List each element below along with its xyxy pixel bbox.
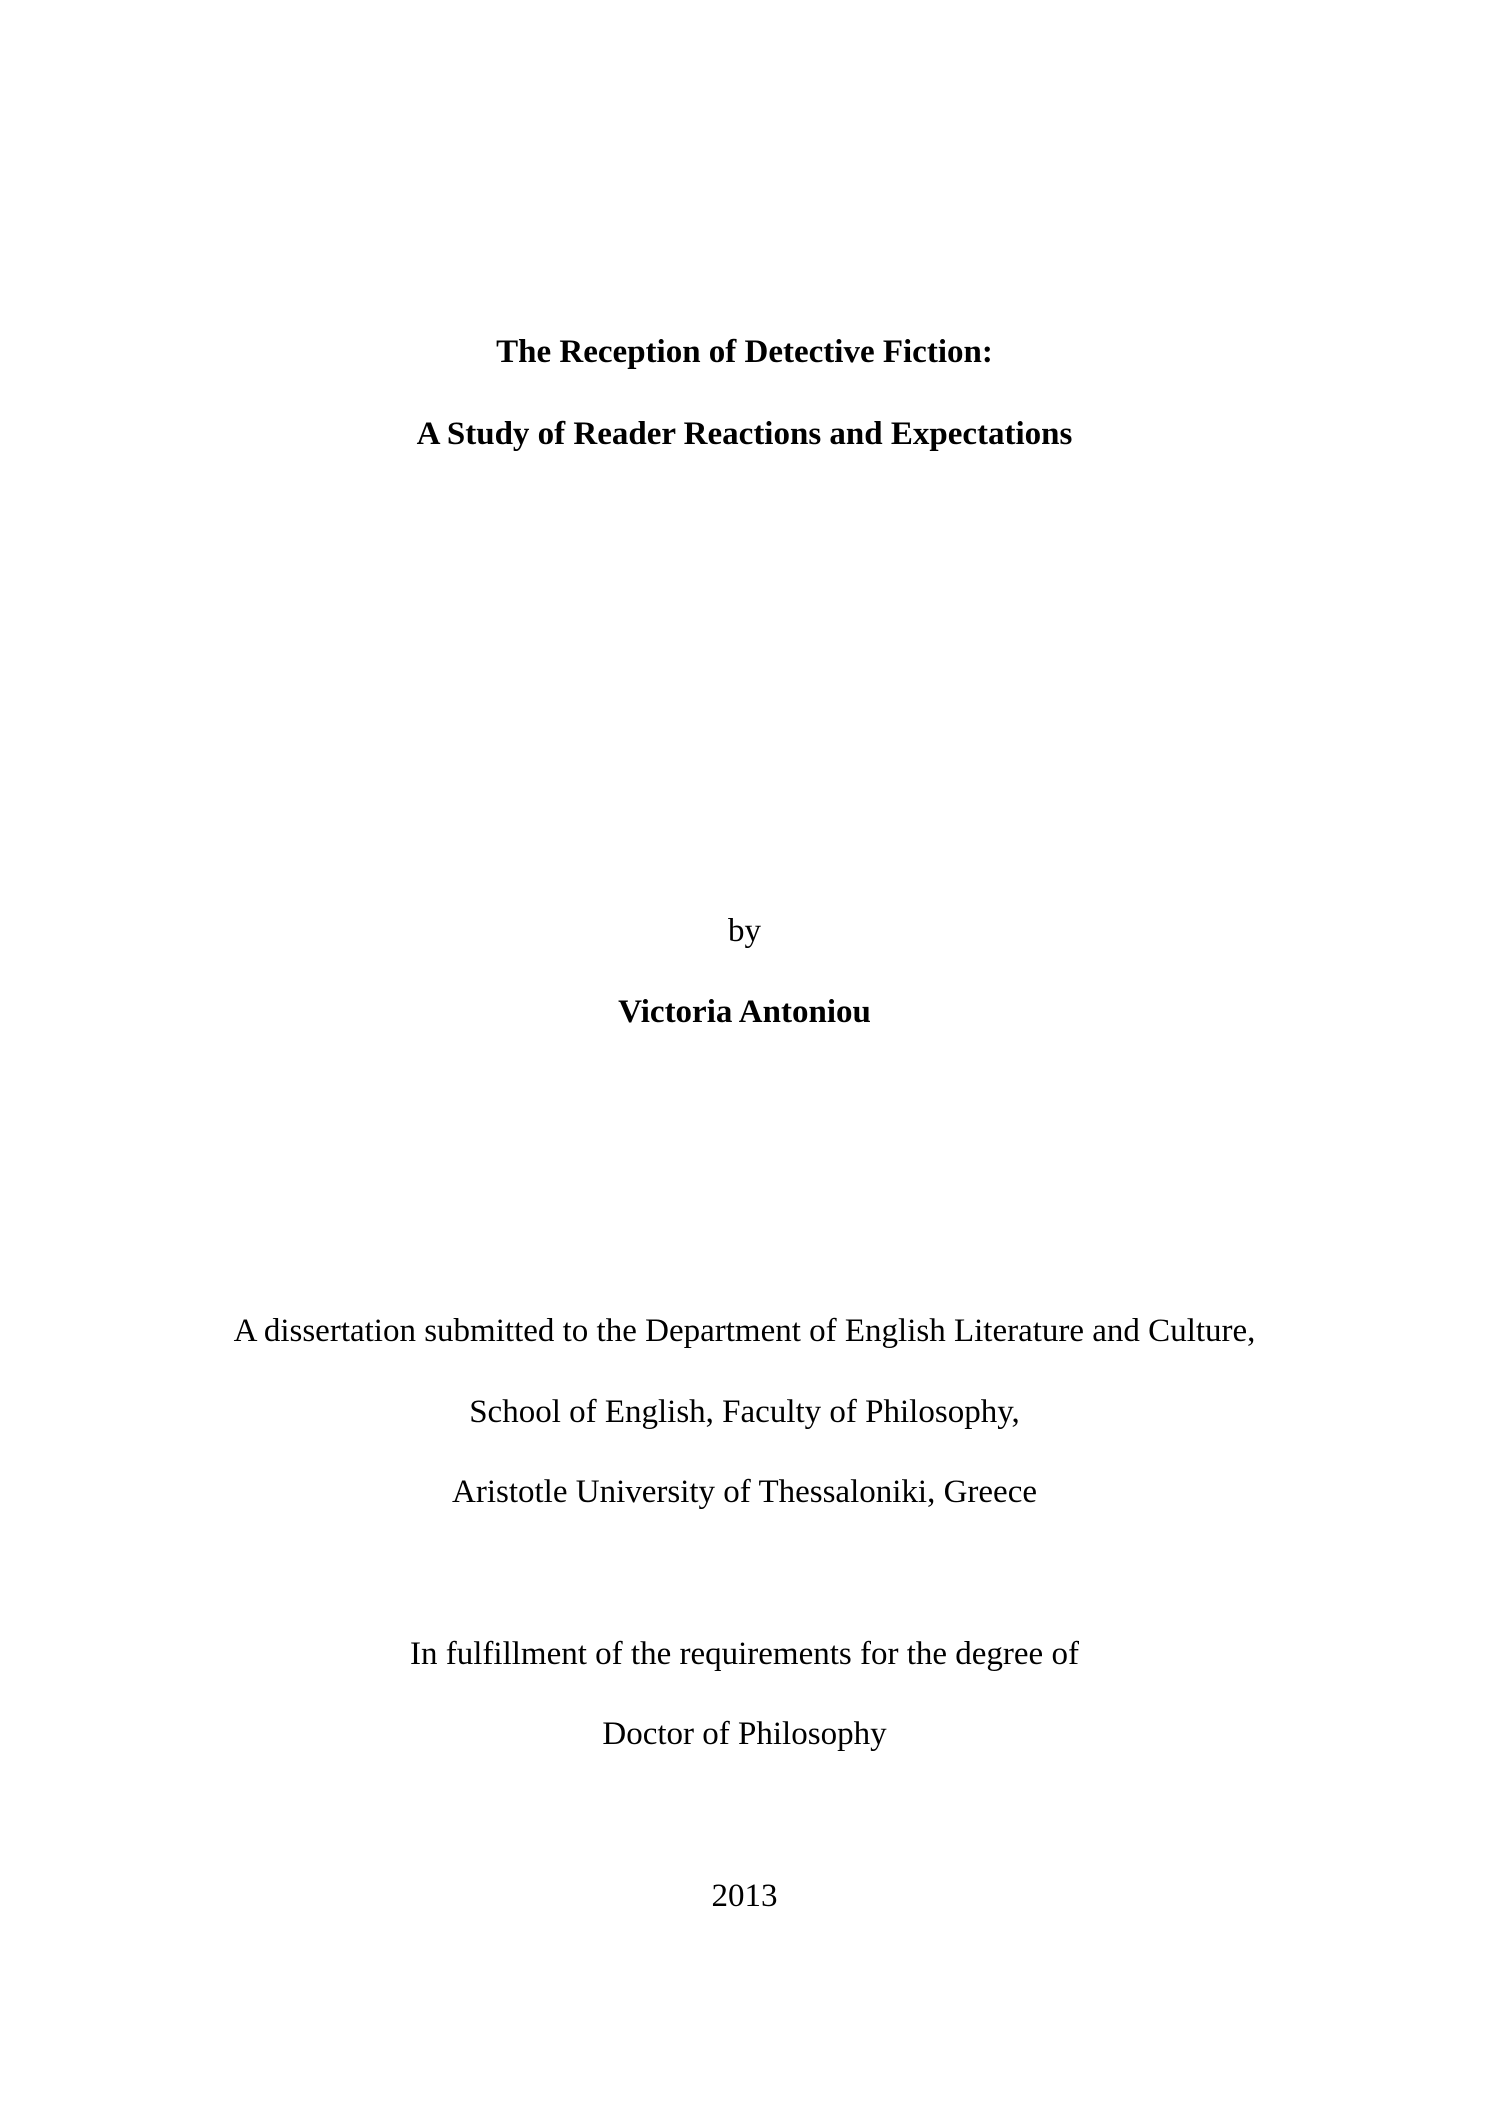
degree-name: Doctor of Philosophy	[602, 1716, 887, 1752]
submission-statement-line-3: Aristotle University of Thessaloniki, Greece	[452, 1474, 1037, 1510]
degree-requirement-line: In fulfillment of the requirements for the degree of	[410, 1636, 1079, 1672]
submission-statement-line-2: School of English, Faculty of Philosophy,	[469, 1394, 1020, 1430]
dissertation-title-line-2: A Study of Reader Reactions and Expectations	[416, 416, 1073, 452]
submission-year: 2013	[711, 1878, 778, 1914]
author-name: Victoria Antoniou	[618, 994, 871, 1030]
dissertation-title-line-1: The Reception of Detective Fiction:	[496, 334, 993, 370]
byline: by	[728, 913, 761, 949]
submission-statement-line-1: A dissertation submitted to the Department of English Literature and Culture,	[233, 1313, 1256, 1349]
